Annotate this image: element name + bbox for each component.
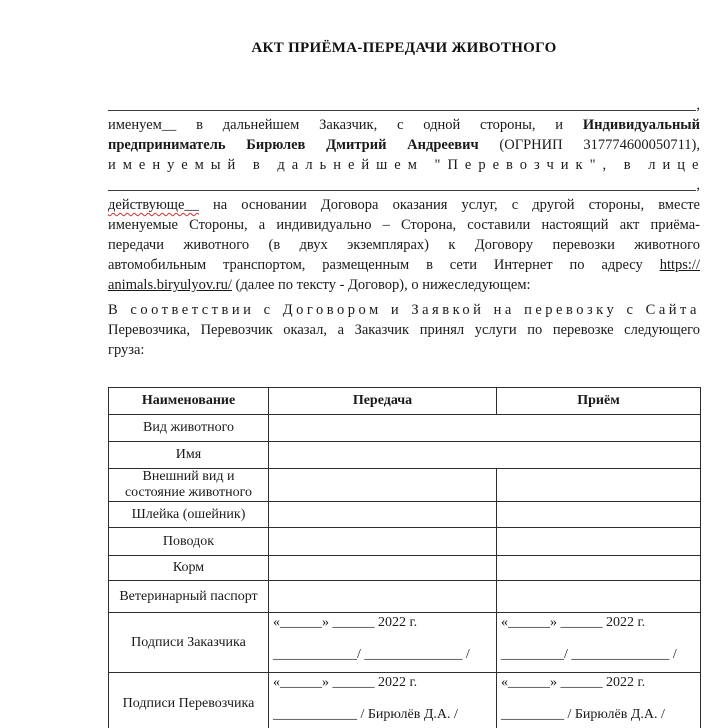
paragraph-line — [108, 275, 700, 295]
row-label: Поводок — [109, 528, 269, 556]
site-hyperlink[interactable]: https:// — [659, 257, 700, 273]
row-label: Ветеринарный паспорт — [109, 581, 269, 613]
table-row-food — [109, 556, 701, 581]
receive-value-cell[interactable] — [497, 556, 701, 581]
misspelled-word: действующе__ — [108, 197, 199, 213]
signature-line: _________ / Бирюлёв Д.А. / — [501, 707, 665, 722]
animal-handover-table — [108, 387, 701, 728]
paragraph-line — [108, 195, 700, 215]
customer-transfer-signature-cell[interactable] — [269, 613, 497, 673]
carrier-transfer-signature-cell[interactable] — [269, 673, 497, 728]
row-label: Подписи Перевозчика — [109, 673, 269, 728]
line-text: автомобильным транспортом, размещенным в сети Интернет по адресу — [108, 257, 660, 273]
transfer-value-cell[interactable] — [269, 528, 497, 556]
transfer-value-cell[interactable] — [269, 502, 497, 528]
document-content — [108, 0, 706, 728]
customer-name-blank-line[interactable] — [108, 95, 700, 115]
merged-value-cell[interactable] — [269, 442, 701, 469]
date-line: «______» ______ 2022 г. — [501, 675, 646, 690]
carrier-name-bold: предприниматель Бирюлев Дмитрий Андреевич — [108, 137, 479, 153]
paragraph-line: груза: — [108, 342, 145, 358]
customer-receive-signature-cell[interactable] — [497, 613, 701, 673]
paragraph-line — [108, 115, 700, 135]
date-line: «______» ______ 2022 г. — [273, 675, 418, 690]
table-row-animal-name — [109, 442, 701, 469]
blank-fill-rule — [108, 110, 696, 111]
table-row-leash — [109, 528, 701, 556]
row-label: Внешний вид и состояние животного — [109, 469, 269, 502]
receive-value-cell[interactable] — [497, 528, 701, 556]
receive-value-cell[interactable] — [497, 469, 701, 502]
row-label: Корм — [109, 556, 269, 581]
row-label: Имя — [109, 442, 269, 469]
blank-line-comma: , — [696, 97, 700, 113]
carrier-name-bold: Индивидуальный — [582, 117, 700, 133]
line-text: на основании Договора оказания услуг, с другой стороны, вместе — [198, 197, 700, 213]
services-paragraph — [108, 300, 700, 360]
date-line: «______» ______ 2022 г. — [273, 615, 418, 630]
document-title: АКТ ПРИЁМА-ПЕРЕДАЧИ ЖИВОТНОГО — [251, 40, 557, 56]
receive-value-cell[interactable] — [497, 502, 701, 528]
site-hyperlink[interactable]: animals.biryulyov.ru/ — [108, 277, 232, 293]
line-text: именуем__ в дальнейшем Заказчик, с одной стороны, и — [108, 117, 583, 133]
col-header-transfer: Передача — [269, 388, 497, 415]
col-header-name: Наименование — [109, 388, 269, 415]
paragraph-line — [108, 135, 700, 155]
blank-fill-rule — [108, 190, 696, 191]
line-text: (далее по тексту - Договор), о нижеследующем: — [231, 277, 531, 293]
line-text: (ОГРНИП 317774600050711), — [478, 137, 701, 153]
table-row-appearance — [109, 469, 701, 502]
row-label: Подписи Заказчика — [109, 613, 269, 673]
paragraph-line: Перевозчика, Перевозчик оказал, а Заказчик принял услуги по перевозке следующего — [108, 322, 700, 338]
table-row-vet-passport — [109, 581, 701, 613]
representative-blank-line[interactable] — [108, 175, 700, 195]
date-line: «______» ______ 2022 г. — [501, 615, 646, 630]
table-row-harness — [109, 502, 701, 528]
paragraph-line: передачи животного (в двух экземплярах) к Договору перевозки животного — [108, 237, 700, 253]
paragraph-line: именуемый в дальнейшем "Перевозчик", в лице — [108, 157, 706, 173]
signature-line: _________/ ______________ / — [501, 647, 677, 662]
paragraph-line: именуемые Стороны, а индивидуально – Сторона, составили настоящий акт приёма- — [108, 217, 700, 233]
carrier-receive-signature-cell[interactable] — [497, 673, 701, 728]
preamble-paragraph — [108, 95, 706, 295]
transfer-value-cell[interactable] — [269, 556, 497, 581]
row-label: Шлейка (ошейник) — [109, 502, 269, 528]
receive-value-cell[interactable] — [497, 581, 701, 613]
table-row-carrier-signatures — [109, 673, 701, 728]
merged-value-cell[interactable] — [269, 415, 701, 442]
table-header-row — [109, 388, 701, 415]
table-row-animal-type — [109, 415, 701, 442]
transfer-value-cell[interactable] — [269, 469, 497, 502]
blank-line-comma: , — [696, 177, 700, 193]
paragraph-line — [108, 255, 700, 275]
row-label: Вид животного — [109, 415, 269, 442]
signature-line: ____________ / Бирюлёв Д.А. / — [273, 707, 458, 722]
transfer-value-cell[interactable] — [269, 581, 497, 613]
signature-line: ____________/ ______________ / — [273, 647, 470, 662]
paragraph-line: В соответствии с Договором и Заявкой на перевозку с Сайта — [108, 302, 700, 318]
col-header-receive: Приём — [497, 388, 701, 415]
table-row-customer-signatures — [109, 613, 701, 673]
